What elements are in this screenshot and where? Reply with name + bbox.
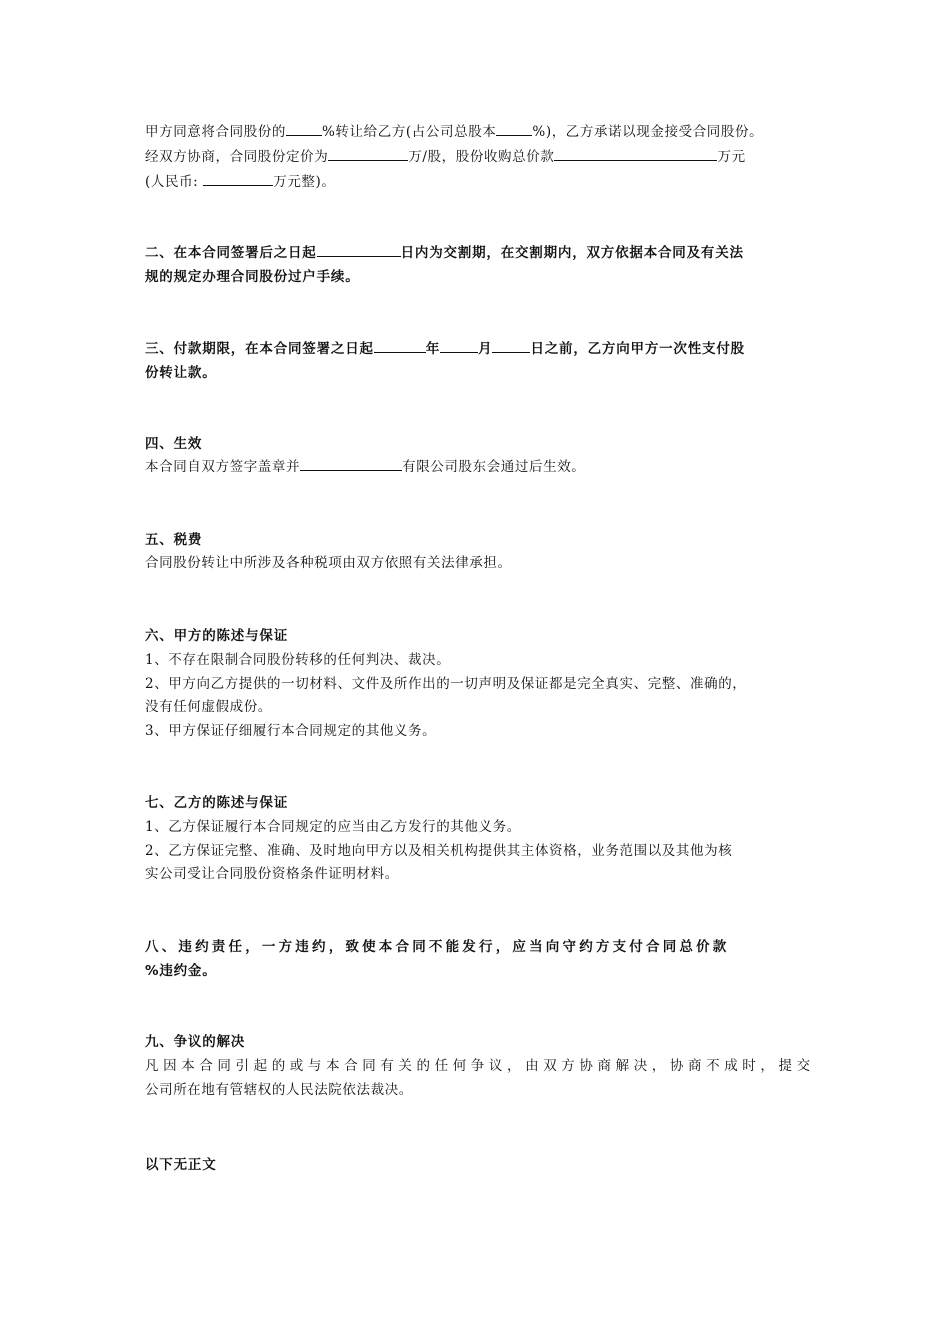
clause3-text: 年 (425, 341, 441, 357)
clause3-text: 三、付款期限，在本合同签署之日起 (145, 341, 374, 357)
clause5-title: 五、税费 (145, 532, 203, 548)
clause7-item: 实公司受让合同股份资格条件证明材料。 (145, 866, 399, 882)
blank-year (374, 339, 426, 353)
clause1-text: 甲方同意将合同股份的 (145, 124, 286, 140)
clause9-line2: 公司所在地有管辖权的人民法院依法裁决。 (145, 1082, 413, 1098)
clause6-item: 没有任何虚假成份。 (145, 699, 272, 715)
blank-total-price (554, 147, 717, 161)
clause1-text: 万元 (717, 149, 746, 165)
clause1-text: (人民币: (145, 174, 204, 190)
clause6-item: 2、甲方向乙方提供的一切材料、文件及所作出的一切声明及保证都是完全真实、完整、准确的， (145, 676, 747, 692)
clause1-text: 万元整)。 (273, 174, 336, 190)
ending-note: 以下无正文 (145, 1157, 217, 1173)
clause1-line3 (145, 172, 825, 192)
clause3-text: 份转让款。 (145, 365, 217, 381)
clause4-text: 本合同自双方签字盖章并 (145, 459, 301, 475)
blank-percent (286, 122, 322, 136)
clause3-text: 日之前，乙方向甲方一次性支付股 (530, 341, 745, 357)
clause6-item: 1、不存在限制合同股份转移的任何判决、裁决。 (145, 652, 451, 668)
clause9-line1: 凡因本合同引起的或与本合同有关的任何争议，由双方协商解决，协商不成时，提交 (145, 1058, 815, 1074)
clause7-item: 1、乙方保证履行本合同规定的应当由乙方发行的其他义务。 (145, 819, 521, 835)
blank-days (317, 243, 401, 257)
clause3-line2 (145, 363, 825, 383)
clause4-body (145, 457, 825, 477)
clause7-title: 七、乙方的陈述与保证 (145, 795, 288, 811)
clause4-title: 四、生效 (145, 436, 203, 452)
blank-percent-total (496, 122, 532, 136)
clause2-text: 二、在本合同签署后之日起 (145, 245, 317, 261)
clause2-line1 (145, 243, 825, 263)
clause1-text: 万/股，股份收购总价款 (408, 149, 555, 165)
clause1-line2 (145, 147, 825, 167)
blank-day (492, 339, 530, 353)
clause2-text: 日内为交割期，在交割期内，双方依据本合同及有关法 (400, 245, 744, 261)
clause1-text: %转让给乙方(占公司总股本 (322, 124, 497, 140)
clause6-title: 六、甲方的陈述与保证 (145, 628, 288, 644)
clause1-line1 (145, 122, 825, 142)
clause1-text: 经双方协商，合同股份定价为 (145, 149, 329, 165)
clause9-title: 九、争议的解决 (145, 1034, 246, 1050)
clause2-text: 规的规定办理合同股份过户手续。 (145, 269, 360, 285)
clause3-line1 (145, 339, 825, 359)
clause5-body: 合同股份转让中所涉及各种税项由双方依照有关法律承担。 (145, 555, 512, 571)
clause3-text: 月 (478, 341, 493, 357)
blank-company-name (300, 457, 402, 471)
clause8-line1: 八、违约责任，一方违约，致使本合同不能发行，应当向守约方支付合同总价款 (145, 939, 730, 955)
blank-month (440, 339, 478, 353)
clause1-text: %)，乙方承诺以现金接受合同股份。 (532, 124, 764, 140)
blank-rmb-amount (203, 172, 273, 186)
clause4-text: 有限公司股东会通过后生效。 (402, 459, 586, 475)
clause6-item: 3、甲方保证仔细履行本合同规定的其他义务。 (145, 723, 437, 739)
clause2-line2 (145, 267, 825, 287)
blank-price-per-share (328, 147, 408, 161)
clause8-line2: %违约金。 (145, 963, 217, 979)
clause7-item: 2、乙方保证完整、准确、及时地向甲方以及相关机构提供其主体资格，业务范围以及其他为核 (145, 843, 733, 859)
